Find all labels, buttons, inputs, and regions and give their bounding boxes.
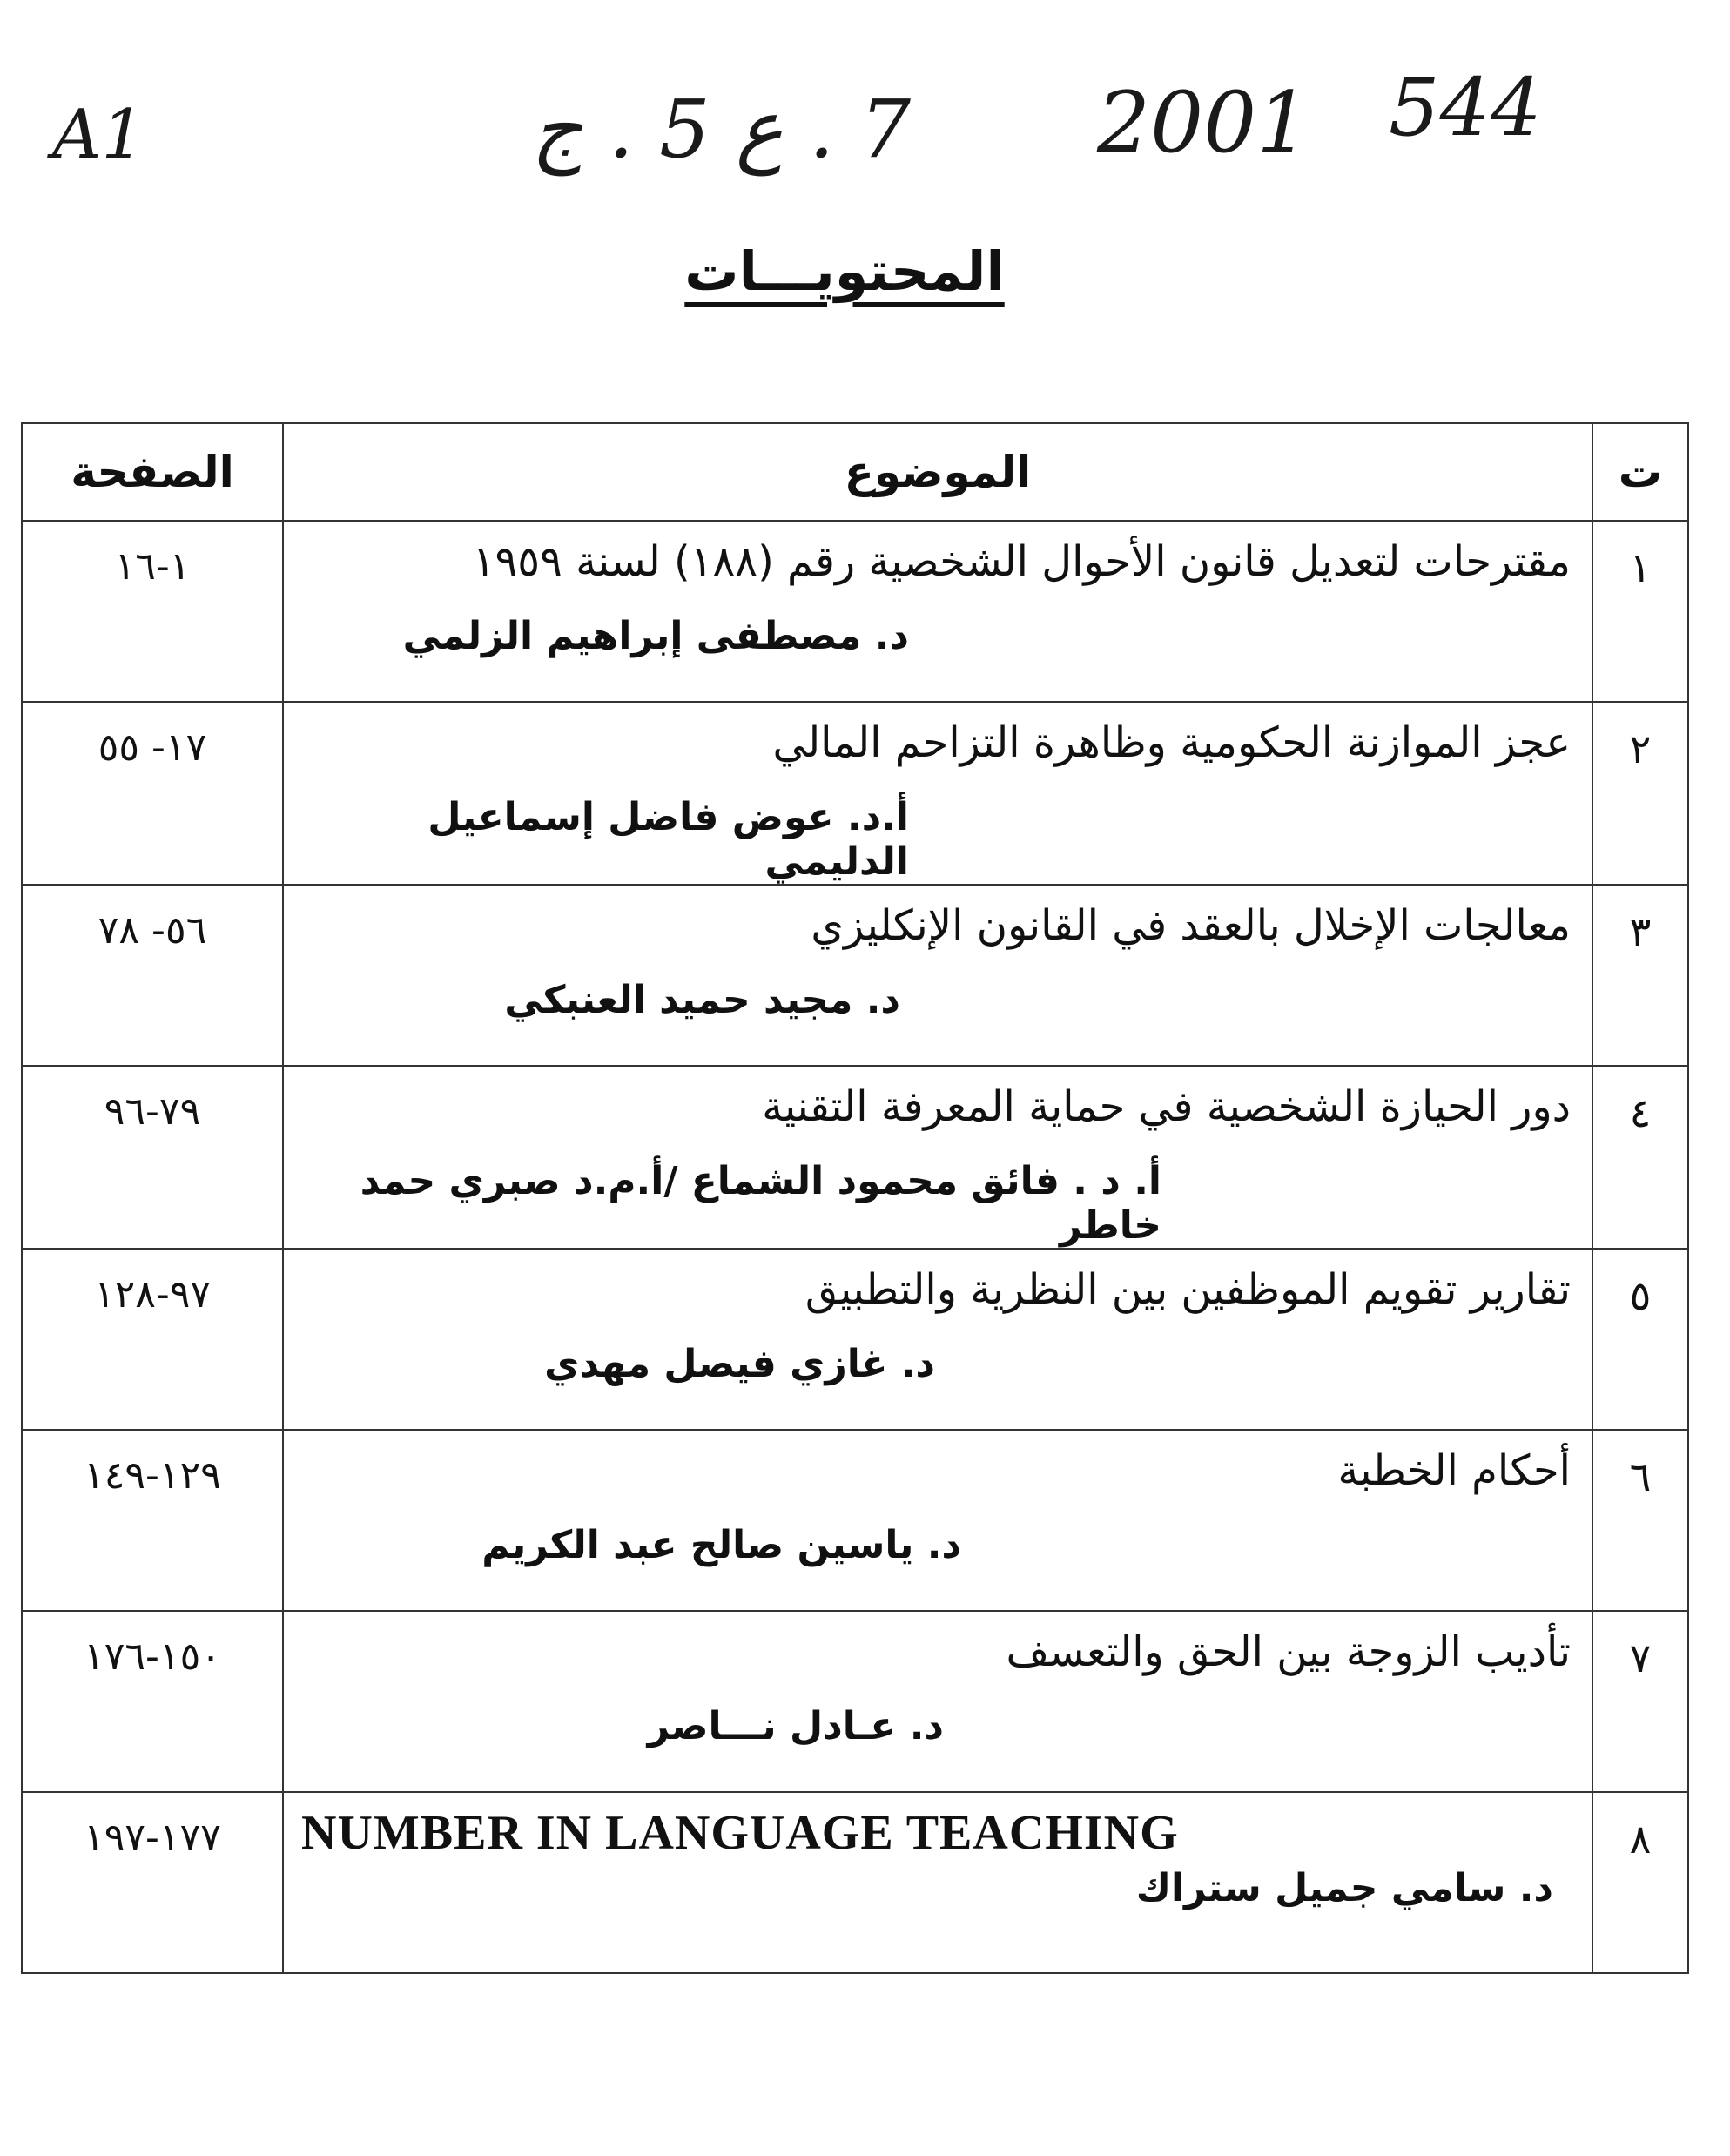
article-title: دور الحيازة الشخصية في حماية المعرفة التقنية bbox=[762, 1082, 1571, 1131]
row-topic bbox=[283, 1430, 1592, 1611]
row-number: ٥ bbox=[1592, 1249, 1688, 1430]
table-row bbox=[22, 521, 1688, 702]
row-pages: ١٧٧-١٩٧ bbox=[22, 1792, 283, 1973]
table-header-row bbox=[22, 423, 1688, 521]
article-title: عجز الموازنة الحكومية وظاهرة التزاحم المالي bbox=[772, 718, 1571, 767]
article-title: معالجات الإخلال بالعقد في القانون الإنكليزي bbox=[811, 901, 1571, 950]
article-author: د. مجيد حميد العنبكي bbox=[504, 978, 900, 1022]
handwritten-note-left: A1 bbox=[52, 96, 145, 174]
row-pages: ١-١٦ bbox=[22, 521, 283, 702]
row-number: ٨ bbox=[1592, 1792, 1688, 1973]
page-title: المحتويـــات bbox=[684, 239, 1005, 303]
row-pages: ٩٧-١٢٨ bbox=[22, 1249, 283, 1430]
header-page: الصفحة bbox=[22, 423, 283, 521]
header-topic: الموضوع bbox=[283, 423, 1592, 521]
article-author: أ. د . فائق محمود الشماع /أ.م.د صبري حمد خاطر bbox=[360, 1159, 1161, 1248]
row-pages: ١٥٠-١٧٦ bbox=[22, 1611, 283, 1792]
handwritten-note-number: 544 bbox=[1389, 61, 1542, 154]
row-topic bbox=[283, 1792, 1592, 1973]
row-number: ٣ bbox=[1592, 885, 1688, 1066]
table-row bbox=[22, 1792, 1688, 1973]
article-title: NUMBER IN LANGUAGE TEACHING bbox=[301, 1806, 1179, 1860]
row-pages: ١٧- ٥٥ bbox=[22, 702, 283, 885]
article-author: د. سامي جميل ستراك bbox=[1135, 1866, 1553, 1910]
row-number: ٦ bbox=[1592, 1430, 1688, 1611]
table-row bbox=[22, 1430, 1688, 1611]
article-author: د. مصطفى إبراهيم الزلمي bbox=[402, 614, 909, 658]
row-number: ١ bbox=[1592, 521, 1688, 702]
header-number: ت bbox=[1592, 423, 1688, 521]
handwritten-note-year: 2001 bbox=[1097, 74, 1310, 172]
row-topic bbox=[283, 1249, 1592, 1430]
row-topic bbox=[283, 702, 1592, 885]
row-number: ٢ bbox=[1592, 702, 1688, 885]
table-row bbox=[22, 1249, 1688, 1430]
article-author: أ.د. عوض فاضل إسماعيل الدليمي bbox=[427, 795, 909, 884]
table-row bbox=[22, 1611, 1688, 1792]
article-title: تأديب الزوجة بين الحق والتعسف bbox=[1006, 1627, 1571, 1676]
table-row bbox=[22, 885, 1688, 1066]
article-title: أحكام الخطبة bbox=[1337, 1446, 1571, 1495]
article-author: د. ياسين صالح عبد الكريم bbox=[481, 1523, 961, 1567]
handwritten-note-issue: 7 . ع 5 . ج bbox=[531, 83, 912, 176]
row-topic bbox=[283, 1611, 1592, 1792]
row-number: ٤ bbox=[1592, 1066, 1688, 1249]
row-pages: ٥٦- ٧٨ bbox=[22, 885, 283, 1066]
article-title: مقترحات لتعديل قانون الأحوال الشخصية رقم (١٨٨) لسنة ١٩٥٩ bbox=[472, 537, 1571, 586]
row-topic bbox=[283, 521, 1592, 702]
article-author: د. غازي فيصل مهدي bbox=[544, 1342, 935, 1386]
table-row bbox=[22, 1066, 1688, 1249]
row-topic bbox=[283, 1066, 1592, 1249]
contents-table bbox=[21, 422, 1689, 1974]
row-pages: ٧٩-٩٦ bbox=[22, 1066, 283, 1249]
row-number: ٧ bbox=[1592, 1611, 1688, 1792]
article-author: د. عـادل نـــاصر bbox=[647, 1704, 944, 1748]
table-row bbox=[22, 702, 1688, 885]
row-topic bbox=[283, 885, 1592, 1066]
row-pages: ١٢٩-١٤٩ bbox=[22, 1430, 283, 1611]
article-title: تقارير تقويم الموظفين بين النظرية والتطبيق bbox=[804, 1265, 1571, 1314]
